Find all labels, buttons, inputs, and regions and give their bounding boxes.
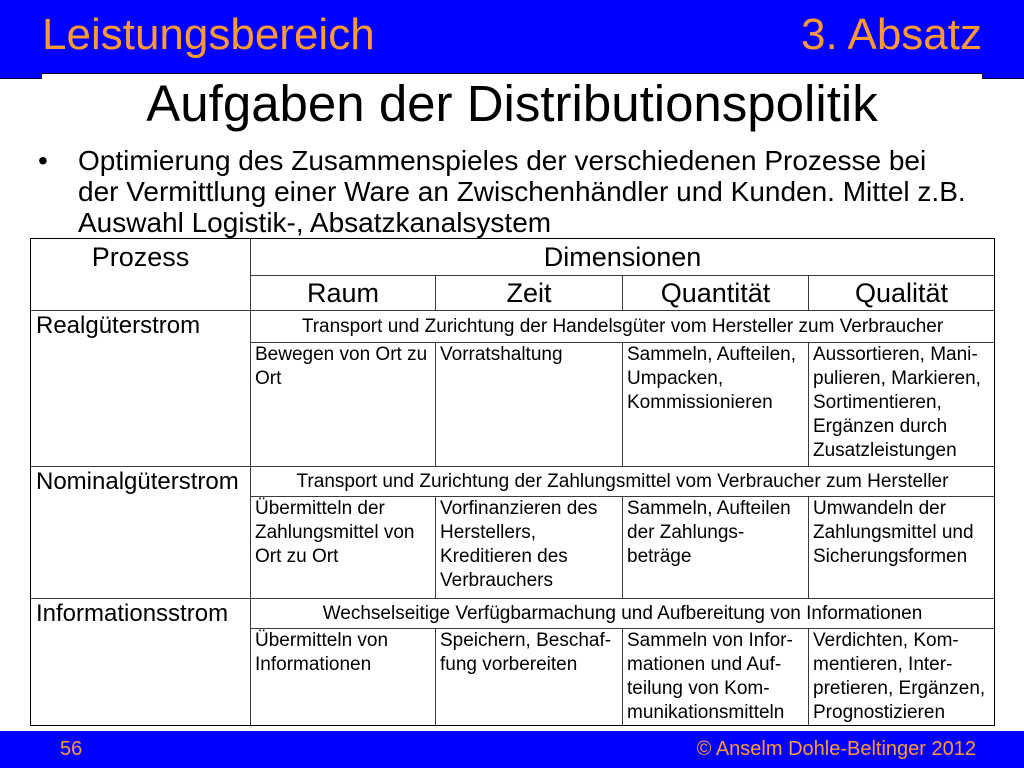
cell-informationsstrom-quantitaet: Sammeln von Infor- mationen und Auf- teilung von Kom- munikationsmitteln [623, 629, 808, 725]
cell-informationsstrom-zeit: Speichern, Beschaf- fung vorbereiten [436, 629, 622, 725]
cell-realgueterstrom-quantitaet: Sammeln, Aufteilen, Umpacken, Kommissionieren [623, 343, 808, 466]
section-title: Leistungsbereich [42, 10, 375, 59]
page-number: 56 [60, 738, 83, 760]
bullet-marker: • [38, 145, 48, 176]
dimension-header-zeit: Zeit [436, 276, 622, 310]
cell-realgueterstrom-qualitaet: Aussortieren, Mani- pulieren, Markieren, Sortimentieren, Ergänzen durch Zusatzleistungen [809, 343, 994, 466]
copyright-notice: © Anselm Dohle-Beltinger 2012 [696, 738, 976, 760]
cell-informationsstrom-raum: Übermitteln von Informationen [251, 629, 435, 725]
process-label-informationsstrom: Informationsstrom [31, 599, 250, 725]
slide-title: Aufgaben der Distributionspolitik [146, 75, 878, 132]
process-summary-informationsstrom: Wechselseitige Verfügbarmachung und Aufbereitung von Informationen [251, 599, 994, 628]
dimension-header-qualitaet: Qualität [809, 276, 994, 310]
dimension-header-raum: Raum [251, 276, 435, 310]
bullet-text: Optimierung des Zusammenspieles der verschiedenen Prozesse bei der Vermittlung einer Ware an Zwischenhändler und Kunden. Mittel z.B. Auswahl Logistik-, Absatzkanalsystem [78, 145, 966, 238]
process-label-realgueterstrom: Realgüterstrom [31, 311, 250, 466]
dimensions-header: Dimensionen [251, 239, 994, 275]
cell-nominalgueterstrom-qualitaet: Umwandeln der Zahlungsmittel und Sicherungsformen [809, 497, 994, 598]
process-header: Prozess [31, 239, 250, 310]
process-summary-realgueterstrom: Transport und Zurichtung der Handelsgüter vom Hersteller zum Verbraucher [251, 311, 994, 342]
cell-realgueterstrom-zeit: Vorratshaltung [436, 343, 622, 466]
dimension-header-quantitaet: Quantität [623, 276, 808, 310]
cell-realgueterstrom-raum: Bewegen von Ort zu Ort [251, 343, 435, 466]
cell-nominalgueterstrom-zeit: Vorfinanzieren des Herstellers, Kreditieren des Verbrauchers [436, 497, 622, 598]
process-summary-nominalgueterstrom: Transport und Zurichtung der Zahlungsmittel vom Verbraucher zum Hersteller [251, 467, 994, 496]
chapter-title: 3. Absatz [800, 10, 982, 59]
cell-nominalgueterstrom-quantitaet: Sammeln, Aufteilen der Zahlungs- beträge [623, 497, 808, 598]
process-label-nominalgueterstrom: Nominalgüterstrom [31, 467, 250, 598]
cell-informationsstrom-qualitaet: Verdichten, Kom- mentieren, Inter- pretieren, Ergänzen, Prognostizieren [809, 629, 994, 725]
distribution-table [30, 238, 995, 726]
cell-nominalgueterstrom-raum: Übermitteln der Zahlungsmittel von Ort zu Ort [251, 497, 435, 598]
